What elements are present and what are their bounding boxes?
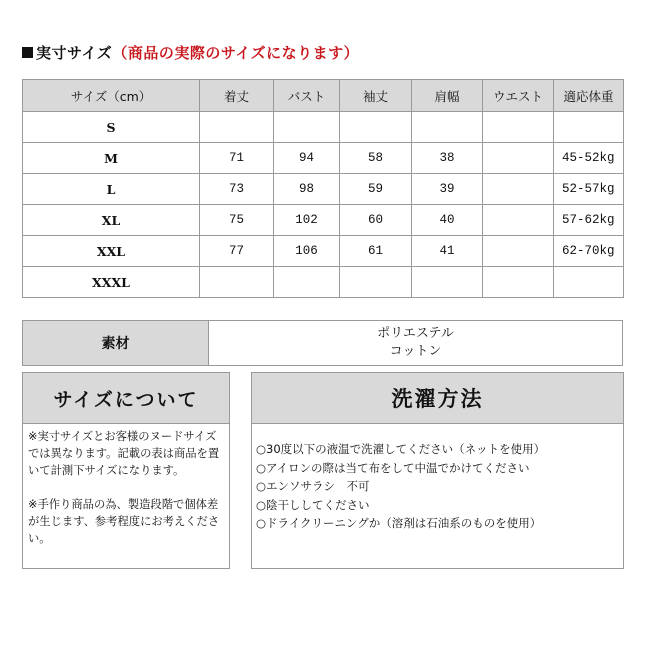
size-table-header-row xyxy=(23,80,624,112)
table-cell: 94 xyxy=(274,143,340,174)
table-row xyxy=(23,143,624,174)
size-label: M xyxy=(23,143,200,174)
size-label: S xyxy=(23,112,200,143)
list-item: ○エンソサラシ 不可 xyxy=(256,479,370,493)
table-cell xyxy=(412,112,483,143)
material-line: ポリエステル xyxy=(377,326,454,341)
heading-main: 実寸サイズ xyxy=(36,44,113,62)
material-label: 素材 xyxy=(23,321,209,365)
table-cell xyxy=(483,112,554,143)
table-cell: 45-52kg xyxy=(554,143,624,174)
table-cell: 102 xyxy=(274,205,340,236)
table-cell: 61 xyxy=(340,236,412,267)
table-cell: 106 xyxy=(274,236,340,267)
header-length: 着丈 xyxy=(200,80,274,112)
size-label: XXL xyxy=(23,236,200,267)
washing-box xyxy=(251,372,624,569)
about-size-title: サイズについて xyxy=(23,373,229,424)
about-size-paragraph: ※手作り商品の為、製造段階で個体差が生じます、参考程度にお考えください。 xyxy=(28,498,220,545)
material-box xyxy=(22,320,623,366)
table-cell xyxy=(274,267,340,298)
header-sleeve: 袖丈 xyxy=(340,80,412,112)
table-cell xyxy=(274,112,340,143)
material-values xyxy=(209,321,622,365)
table-cell xyxy=(483,174,554,205)
table-cell: 39 xyxy=(412,174,483,205)
size-label: L xyxy=(23,174,200,205)
table-cell: 52-57kg xyxy=(554,174,624,205)
washing-list xyxy=(252,424,623,533)
size-label: XL xyxy=(23,205,200,236)
material-line: コットン xyxy=(389,344,442,359)
table-cell: 38 xyxy=(412,143,483,174)
header-shoulder: 肩幅 xyxy=(412,80,483,112)
list-item: ○ドライクリーニングか（溶剤は石油系のものを使用） xyxy=(256,516,542,530)
table-cell xyxy=(200,112,274,143)
size-table xyxy=(22,79,624,298)
list-item: ○アイロンの際は当て布をして中温でかけてください xyxy=(256,460,530,475)
table-cell: 62-70kg xyxy=(554,236,624,267)
header-weight: 適応体重 xyxy=(554,80,624,112)
table-cell xyxy=(412,267,483,298)
table-cell xyxy=(483,236,554,267)
table-cell: 41 xyxy=(412,236,483,267)
about-size-box xyxy=(22,372,230,569)
table-row xyxy=(23,174,624,205)
table-row xyxy=(23,267,624,298)
table-cell: 71 xyxy=(200,143,274,174)
table-cell xyxy=(554,267,624,298)
table-cell: 59 xyxy=(340,174,412,205)
table-cell: 73 xyxy=(200,174,274,205)
header-waist: ウエスト xyxy=(483,80,554,112)
header-size: サイズ（cm） xyxy=(23,80,200,112)
table-cell: 40 xyxy=(412,205,483,236)
list-item: ○陰干ししてください xyxy=(256,497,370,512)
heading-sub: （商品の実際のサイズになります） xyxy=(112,44,360,62)
table-row xyxy=(23,205,624,236)
table-cell: 58 xyxy=(340,143,412,174)
table-cell xyxy=(340,267,412,298)
section-heading xyxy=(22,42,359,63)
table-cell xyxy=(483,143,554,174)
list-item: ○30度以下の液温で洗濯してください（ネットを使用） xyxy=(256,442,546,456)
table-cell xyxy=(340,112,412,143)
size-label: XXXL xyxy=(23,267,200,298)
table-cell xyxy=(483,267,554,298)
about-size-body xyxy=(23,424,229,547)
table-cell: 57-62kg xyxy=(554,205,624,236)
washing-title: 洗濯方法 xyxy=(252,373,623,424)
about-size-paragraph: ※実寸サイズとお客様のヌードサイズでは異なります。記載の表は商品を置いて計測下サイズになります。 xyxy=(28,430,220,477)
table-row xyxy=(23,112,624,143)
table-cell xyxy=(200,267,274,298)
table-cell: 75 xyxy=(200,205,274,236)
table-cell: 60 xyxy=(340,205,412,236)
square-bullet-icon xyxy=(22,47,33,58)
header-bust: バスト xyxy=(274,80,340,112)
table-row xyxy=(23,236,624,267)
table-cell xyxy=(554,112,624,143)
table-cell xyxy=(483,205,554,236)
table-cell: 98 xyxy=(274,174,340,205)
table-cell: 77 xyxy=(200,236,274,267)
